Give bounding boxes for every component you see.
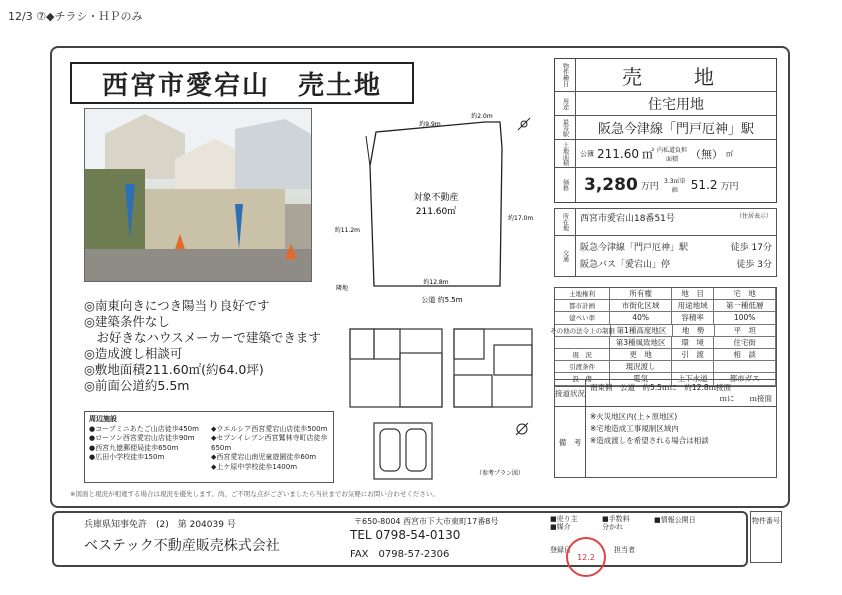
nearby-item: ◆ウエルシア西宮愛宕山店徒歩500m (211, 424, 328, 433)
table-row (555, 300, 776, 312)
private-road-unit: ㎡ (726, 149, 734, 158)
table-cell: 市街化区域 (610, 300, 672, 311)
detail-table (550, 287, 777, 387)
table-cell: 現況渡し (610, 361, 672, 372)
traffic-label: 交通 (555, 236, 576, 276)
date-label: 登録日 (550, 546, 571, 554)
table-row (555, 337, 776, 349)
company-fax: FAX 0798-57-2306 (350, 549, 450, 560)
lot-top1: 約9.9m (419, 121, 441, 128)
table-row (550, 325, 776, 337)
tsubo-price: 51.2 (690, 178, 718, 192)
table-cell: 住宅街 (714, 337, 776, 348)
lot-area: 211.60㎡ (415, 207, 457, 217)
nearby-title: 周辺施設 (89, 415, 117, 423)
property-photo (84, 108, 312, 282)
company-name: ベステック不動産販売株式会社 (84, 538, 280, 554)
floor-plan (344, 325, 544, 485)
road-line: ｍに ｍ接面 (719, 394, 772, 403)
address-note: （住居表示） (735, 213, 772, 220)
property-use: 住宅用地 (648, 96, 704, 113)
table-row (555, 349, 776, 361)
price-label: 価格 (555, 168, 576, 202)
person-label: 担当者 (614, 546, 635, 554)
deal-type: ■売り主 (550, 515, 578, 523)
plan-caption: （参考プラン図） (476, 470, 525, 477)
type-label: 物件種目 (555, 59, 576, 91)
nearby-item: ●広田小学校徒歩150m (89, 453, 165, 462)
area-prefix: 公簿 (580, 149, 594, 158)
table-cell: 都市ガス (714, 373, 776, 384)
fee-label: ■手数料 (602, 515, 630, 523)
table-cell: 第1種高度地区 (611, 325, 672, 336)
license-number: 兵庫県知事免許 (2) 第 204039 号 (84, 520, 236, 530)
feature-item: ◎南東向きにつき陽当り良好です (84, 298, 270, 313)
property-type: 売 地 (622, 64, 730, 89)
table-cell: 上下水道 (672, 373, 714, 384)
feature-item: お好きなハウスメーカーで建築できます (84, 330, 321, 345)
north-arrow-icon (518, 118, 530, 130)
lot-diagram (330, 108, 546, 308)
lot-left: 約11.2m (334, 227, 360, 234)
table-cell: 建ぺい率 (555, 312, 610, 323)
table-cell: 容積率 (672, 312, 714, 323)
table-cell: 宅 地 (714, 288, 776, 299)
plan-first-floor (350, 329, 442, 407)
address-label: 所在地 (555, 209, 576, 235)
area-unit: ㎡ (642, 147, 655, 161)
table-cell (555, 337, 610, 348)
deal-type: ■媒介 (550, 523, 571, 531)
price-unit: 万円 (640, 181, 659, 192)
date-stamp (566, 537, 606, 577)
table-cell: 100% (714, 312, 776, 323)
feature-list (84, 298, 321, 394)
nearby-item: ●ローソン西宮愛宕山店徒歩90m (89, 434, 195, 443)
table-cell: 地 目 (672, 288, 714, 299)
table-cell: 所有権 (610, 288, 672, 299)
price: 3,280 (584, 175, 638, 195)
header-note: 12/3 ⑦◆チラシ・ＨＰのみ (8, 10, 143, 23)
table-cell: 平 坦 (715, 325, 776, 336)
table-cell (714, 361, 776, 372)
lot-label: 対象不動産 (413, 193, 459, 203)
private-road-label: 内私道負担面積 (657, 146, 688, 163)
remark-item: ※造成渡しを希望される場合は相談 (590, 436, 709, 445)
traffic-line: 阪急今津線「門戸厄神」駅 (580, 243, 689, 253)
nearby-item: ◆西宮愛宕山南児童遊園徒歩60m (211, 453, 317, 462)
private-road-area: （無） (690, 147, 724, 161)
lot-corner: 隣地 (336, 285, 349, 292)
remark-item: ※火災地区内(上ヶ原地区) (590, 412, 678, 421)
land-area: 211.60 (597, 146, 639, 161)
table-cell: 相 談 (714, 349, 776, 360)
station-label: 最寄駅 (555, 116, 576, 139)
lot-outline (370, 122, 502, 286)
nearby-item: ◆上ケ原中学校徒歩1400m (211, 462, 298, 471)
nearby-item: ●西宮九億郵便局徒歩650m (89, 443, 179, 452)
table-cell: 第一種低層 (714, 300, 776, 311)
table-cell: 更 地 (610, 349, 672, 360)
footer (52, 511, 748, 567)
lot-bottom: 約12.8m (423, 279, 449, 286)
table-row (555, 361, 776, 373)
area-label: 土地面積 (555, 140, 576, 167)
lot-road: 公道 約5.5m (421, 296, 463, 304)
feature-item: ◎前面公道約5.5m (84, 378, 190, 393)
address: 西宮市愛宕山18番51号 (580, 214, 675, 224)
lot-edge (366, 136, 370, 166)
nearby-facilities (84, 411, 334, 483)
table-cell: 引 渡 (672, 349, 714, 360)
nearby-item: ◆セブンイレブン西宮鷲林寺町店徒歩650m (211, 434, 328, 452)
property-number-label: 物件番号 (752, 517, 780, 525)
company-address: 〒650-8004 西宮市下大市東町17番8号 (354, 517, 499, 526)
remarks-label: 備 考 (555, 407, 586, 477)
lot-right: 約17.0m (508, 215, 534, 222)
company-tel: TEL 0798-54-0130 (350, 528, 461, 542)
road-remarks-block (554, 379, 777, 478)
table-cell: その他の法令上の制限 (555, 325, 611, 336)
table-cell: 都市計画 (555, 300, 610, 311)
remark-item: ※宅地造成工事規制区域内 (590, 424, 679, 433)
table-cell: 土地権利 (555, 288, 610, 299)
table-cell: 引渡条件 (555, 361, 610, 372)
table-cell: 地 勢 (673, 325, 715, 336)
traffic-walk: 徒歩 17分 (730, 243, 772, 253)
fee-value: 分かれ (602, 523, 623, 531)
table-cell: 用途地域 (672, 300, 714, 311)
feature-item: ◎造成渡し相談可 (84, 346, 183, 361)
north-arrow-icon (516, 423, 528, 435)
plan-second-floor (454, 329, 532, 407)
table-cell: 電気 (610, 373, 672, 384)
page-title: 西宮市愛宕山 売土地 (70, 62, 414, 104)
address-block (554, 208, 777, 277)
feature-item: ◎敷地面積211.60㎡(約64.0坪) (84, 362, 264, 377)
property-photo-drawing (85, 109, 311, 281)
table-cell: 設 備 (555, 373, 610, 384)
summary-panel (554, 58, 777, 203)
traffic-line: 阪急バス「愛宕山」停 (580, 260, 671, 270)
road-line: 南東側 公道 約5.5ｍに 約12.8ｍ接面 (590, 383, 732, 392)
nearest-station: 阪急今津線「門戸厄神」駅 (597, 122, 754, 137)
stamp-date: 12.2 (577, 552, 595, 562)
table-row (555, 288, 776, 300)
table-row (555, 312, 776, 324)
lot-top2: 約2.0m (471, 113, 493, 120)
table-cell: 40% (610, 312, 672, 323)
traffic-walk: 徒歩 3分 (736, 260, 772, 270)
disclaimer: ※図面と現況が相違する場合は現況を優先します。尚、ご不明な点がございましたら当社までお気軽にお問い合わせください。 (70, 490, 439, 498)
tsubo-unit: 万円 (720, 181, 739, 192)
property-number-box (750, 511, 782, 563)
road-label: 接道状況 (555, 380, 586, 406)
tsubo-label: 3.3㎡単価 (664, 178, 686, 194)
publish-label: ■情報公開日 (654, 516, 696, 524)
table-cell: 環 境 (672, 337, 714, 348)
use-label: 用途 (555, 92, 576, 115)
feature-item: ◎建築条件なし (84, 314, 170, 329)
nearby-item: ●コープミニあたご山店徒歩450m (89, 424, 199, 433)
table-cell: 現 況 (555, 349, 610, 360)
table-cell: 第3種風致地区 (610, 337, 672, 348)
table-cell (672, 361, 714, 372)
